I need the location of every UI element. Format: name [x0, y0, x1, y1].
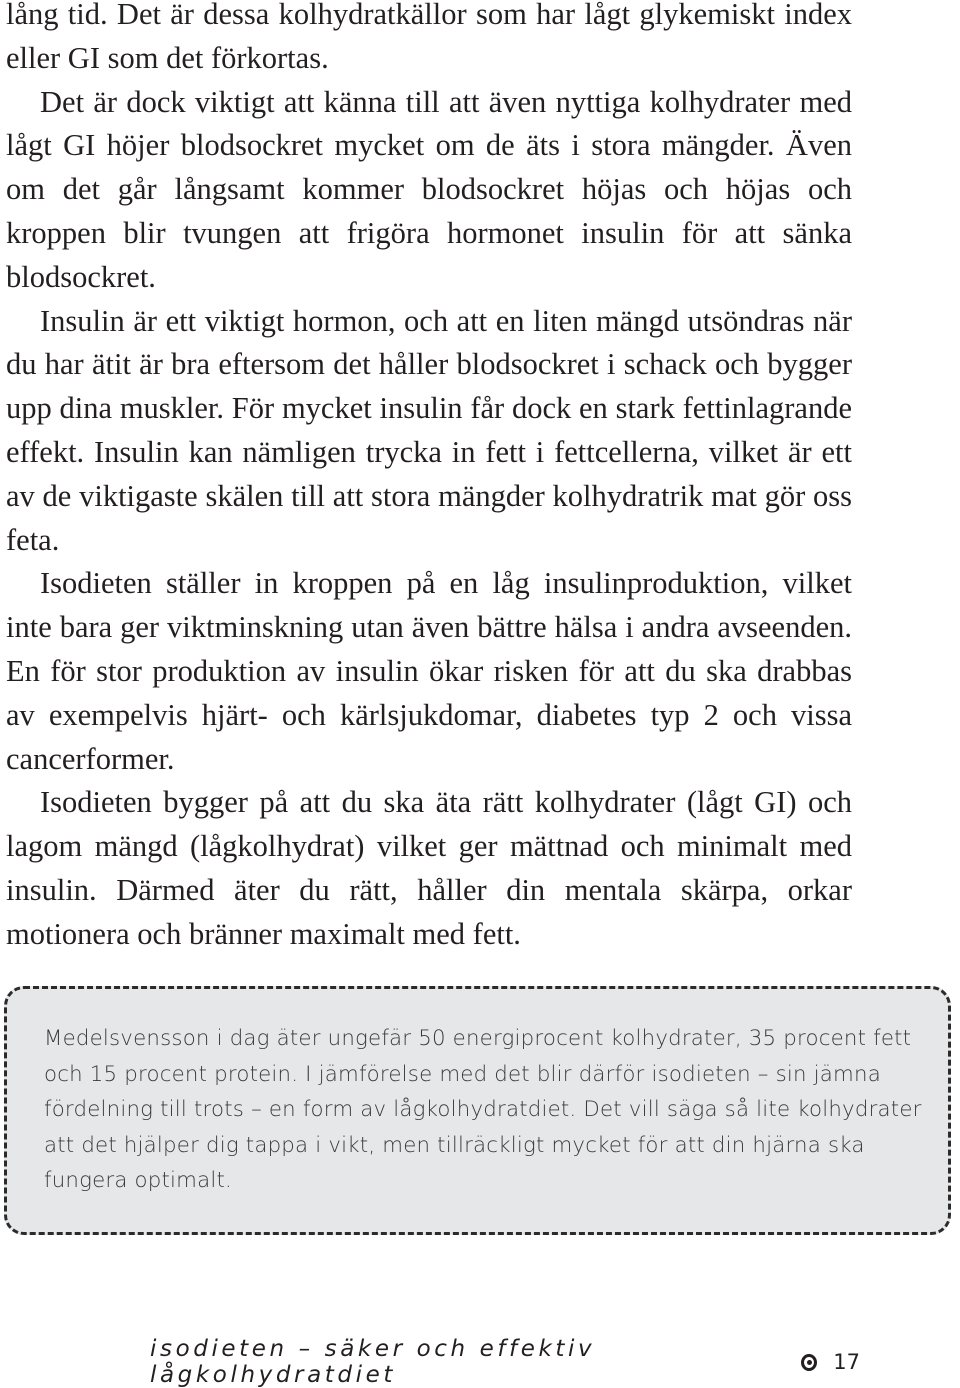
main-text: [6, 0, 852, 957]
fact-box-text: Medelsvensson i dag äter ungefär 50 energiprocent kolhydrater, 35 procent fett och 15 procent protein. I jämförelse med det blir därför isodieten – sin jämna fördelning till trots – en form av lågkolhydratdiet. Det vill säga så lite kolhydrater att det hjälper dig tappa i vikt, men tillräckligt mycket för att din hjärna ska fungera optimalt.: [44, 1026, 922, 1193]
paragraph-1: lång tid. Det är dessa kolhydratkällor som har lågt glykemiskt index eller GI som det förkortas.: [6, 0, 852, 75]
page-number: 17: [833, 1350, 860, 1374]
paragraph-4: Isodieten ställer in kroppen på en låg insulinproduktion, vilket inte bara ger viktminskning utan även bättre hälsa i andra avseenden. En för stor produktion av insulin ökar risken för att du ska drabbas av exempelvis hjärt- och kärlsjukdomar, diabetes typ 2 och vissa cancerformer.: [6, 566, 852, 776]
page-footer: [150, 1336, 860, 1388]
running-footer-title: isodieten – säker och effektiv lågkolhydratdiet: [150, 1336, 596, 1388]
paragraph-3: Insulin är ett viktigt hormon, och att en liten mängd utsöndras när du har ätit är bra eftersom det håller blodsockret i schack och bygger upp dina muskler. För mycket insulin får dock en stark fettinlagrande effekt. Insulin kan nämligen trycka in fett i fettcellerna, vilket är ett av de viktigaste skälen till att stora mängder kolhydratrik mat gör oss feta.: [6, 303, 852, 557]
paragraph-2: Det är dock viktigt att känna till att även nyttiga kolhydrater med lågt GI höjer blodsockret mycket om de äts i stora mängder. Även om det går långsamt kommer blodsockret höjas och höjas och kroppen blir tvungen att frigöra hormonet insulin för att sänka blodsockret.: [6, 84, 852, 294]
circle-bullet-icon: [801, 1354, 817, 1371]
paragraph-5: Isodieten bygger på att du ska äta rätt kolhydrater (lågt GI) och lagom mängd (lågkolhydrat) vilket ger mättnad och minimalt med insulin. Därmed äter du rätt, håller din mentala skärpa, orkar motionera och bränner maximalt med fett.: [6, 785, 852, 951]
